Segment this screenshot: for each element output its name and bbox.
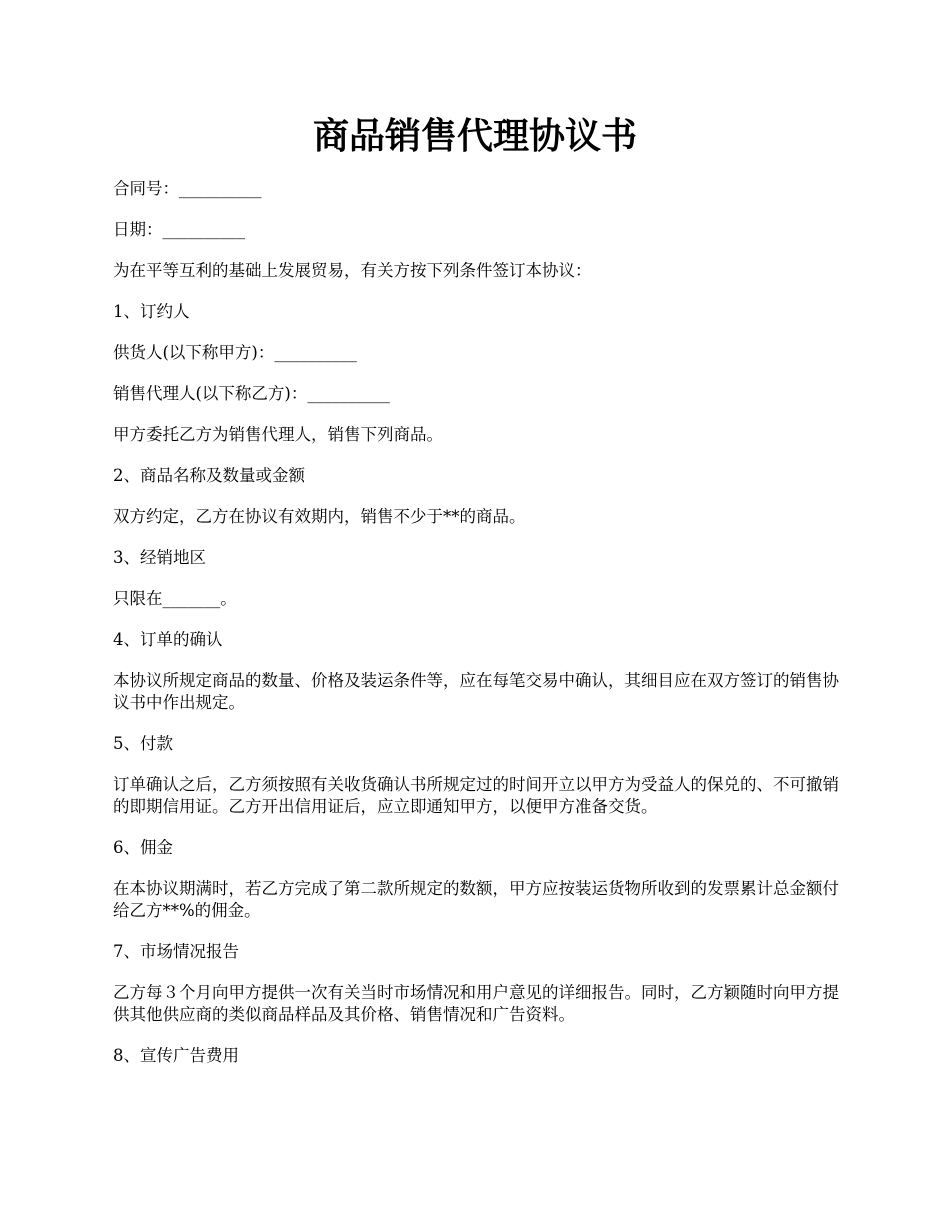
section-2-text: 双方约定，乙方在协议有效期内，销售不少于**的商品。: [113, 507, 526, 526]
date-line: 日期：__________: [113, 220, 245, 239]
section-3-text: 只限在_______。: [113, 589, 237, 608]
preamble: 为在平等互利的基础上发展贸易，有关方按下列条件签订本协议：: [113, 261, 592, 280]
document-title: 商品销售代理协议书: [312, 115, 637, 157]
section-7-text: 乙方每３个月向甲方提供一次有关当时市场情况和用户意见的详细报告。同时，乙方颖随时向甲方提供其他供应商的类似商品样品及其价格、销售情况和广告资料。: [113, 983, 839, 1024]
agent-line: 销售代理人(以下称乙方)：__________: [113, 384, 390, 403]
document-body: [113, 178, 853, 1086]
section-6-text: 在本协议期满时，若乙方完成了第二款所规定的数额，甲方应按装运货物所收到的发票累计总金额付给乙方**%的佣金。: [113, 879, 839, 920]
section-heading-2: 2、商品名称及数量或金额: [113, 466, 305, 485]
supplier-line: 供货人(以下称甲方)：__________: [113, 343, 357, 362]
section-heading-1: 1、订约人: [113, 302, 190, 321]
section-heading-6: 6、佣金: [113, 838, 173, 857]
section-heading-8: 8、宣传广告费用: [113, 1046, 239, 1065]
section-1-text: 甲方委托乙方为销售代理人，销售下列商品。: [113, 425, 443, 444]
section-4-text: 本协议所规定商品的数量、价格及装运条件等，应在每笔交易中确认，其细目应在双方签订的销售协议书中作出规定。: [113, 671, 839, 712]
section-heading-3: 3、经销地区: [113, 548, 206, 567]
section-heading-5: 5、付款: [113, 734, 173, 753]
contract-number-line: 合同号：__________: [113, 179, 262, 198]
section-5-text: 订单确认之后，乙方须按照有关收货确认书所规定过的时间开立以甲方为受益人的保兑的、不可撤销的即期信用证。乙方开出信用证后，应立即通知甲方，以便甲方准备交货。: [113, 775, 839, 816]
section-heading-4: 4、订单的确认: [113, 630, 223, 649]
section-heading-7: 7、市场情况报告: [113, 942, 239, 961]
